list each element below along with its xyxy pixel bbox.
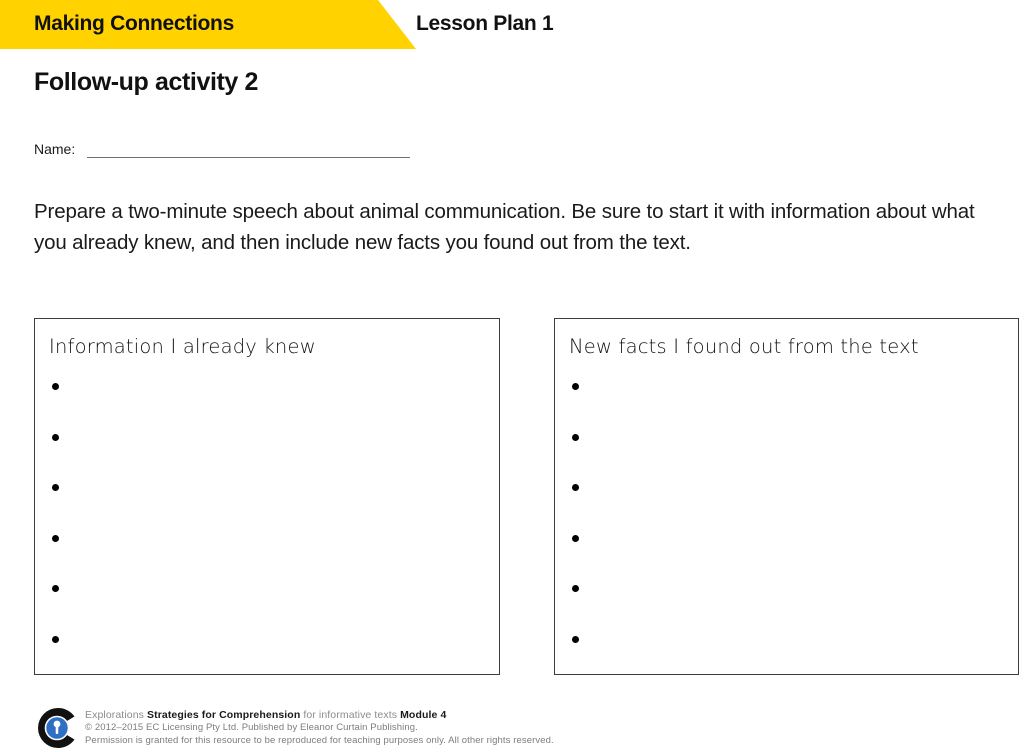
footer-series-middle: for informative texts (300, 709, 401, 721)
footer-text-block (85, 708, 985, 747)
bullet-dot-icon (572, 434, 579, 441)
explorations-logo-icon (36, 706, 80, 750)
name-write-line[interactable] (87, 157, 410, 158)
footer-permission: Permission is granted for this resource to be reproduced for teaching purposes only. All other rights reserved. (85, 734, 554, 746)
bullet-dot-icon (52, 585, 59, 592)
page-title: Follow-up activity 2 (34, 68, 258, 96)
footer-series-line (85, 708, 985, 722)
answer-box-new-facts[interactable] (554, 318, 1019, 675)
list-item[interactable] (51, 480, 481, 531)
list-item[interactable] (51, 531, 481, 582)
banner-title: Making Connections (34, 12, 234, 35)
bullet-dot-icon (52, 535, 59, 542)
name-field[interactable] (34, 141, 414, 161)
bullet-dot-icon (572, 535, 579, 542)
name-label: Name: (34, 141, 76, 157)
bullet-dot-icon (52, 383, 59, 390)
list-item[interactable] (571, 581, 1001, 632)
bullet-dot-icon (52, 434, 59, 441)
bullet-dot-icon (52, 636, 59, 643)
bullet-list (51, 379, 481, 682)
bullet-dot-icon (572, 636, 579, 643)
list-item[interactable] (51, 430, 481, 481)
lesson-plan-label: Lesson Plan 1 (416, 12, 554, 35)
footer-series-title: Strategies for Comprehension (147, 709, 301, 721)
answer-box-heading: New facts I found out from the text (569, 335, 919, 358)
bullet-dot-icon (572, 585, 579, 592)
answer-box-known[interactable] (34, 318, 500, 675)
list-item[interactable] (571, 430, 1001, 481)
list-item[interactable] (51, 632, 481, 683)
list-item[interactable] (51, 379, 481, 430)
list-item[interactable] (571, 531, 1001, 582)
list-item[interactable] (571, 379, 1001, 430)
footer-copyright: © 2012–2015 EC Licensing Pty Ltd. Published by Eleanor Curtain Publishing. (85, 722, 418, 733)
footer (34, 703, 994, 752)
header-banner (0, 0, 1024, 49)
answer-box-heading: Information I already knew (49, 335, 316, 358)
list-item[interactable] (571, 480, 1001, 531)
bullet-dot-icon (572, 383, 579, 390)
bullet-list (571, 379, 1001, 682)
list-item[interactable] (51, 581, 481, 632)
bullet-dot-icon (572, 484, 579, 491)
instructions-text: Prepare a two-minute speech about animal communication. Be sure to start it with information about what you already knew, and then include new facts you found out from the text. (34, 200, 975, 254)
list-item[interactable] (571, 632, 1001, 683)
bullet-dot-icon (52, 484, 59, 491)
footer-module: Module 4 (400, 709, 447, 721)
footer-series-prefix: Explorations (85, 709, 147, 721)
